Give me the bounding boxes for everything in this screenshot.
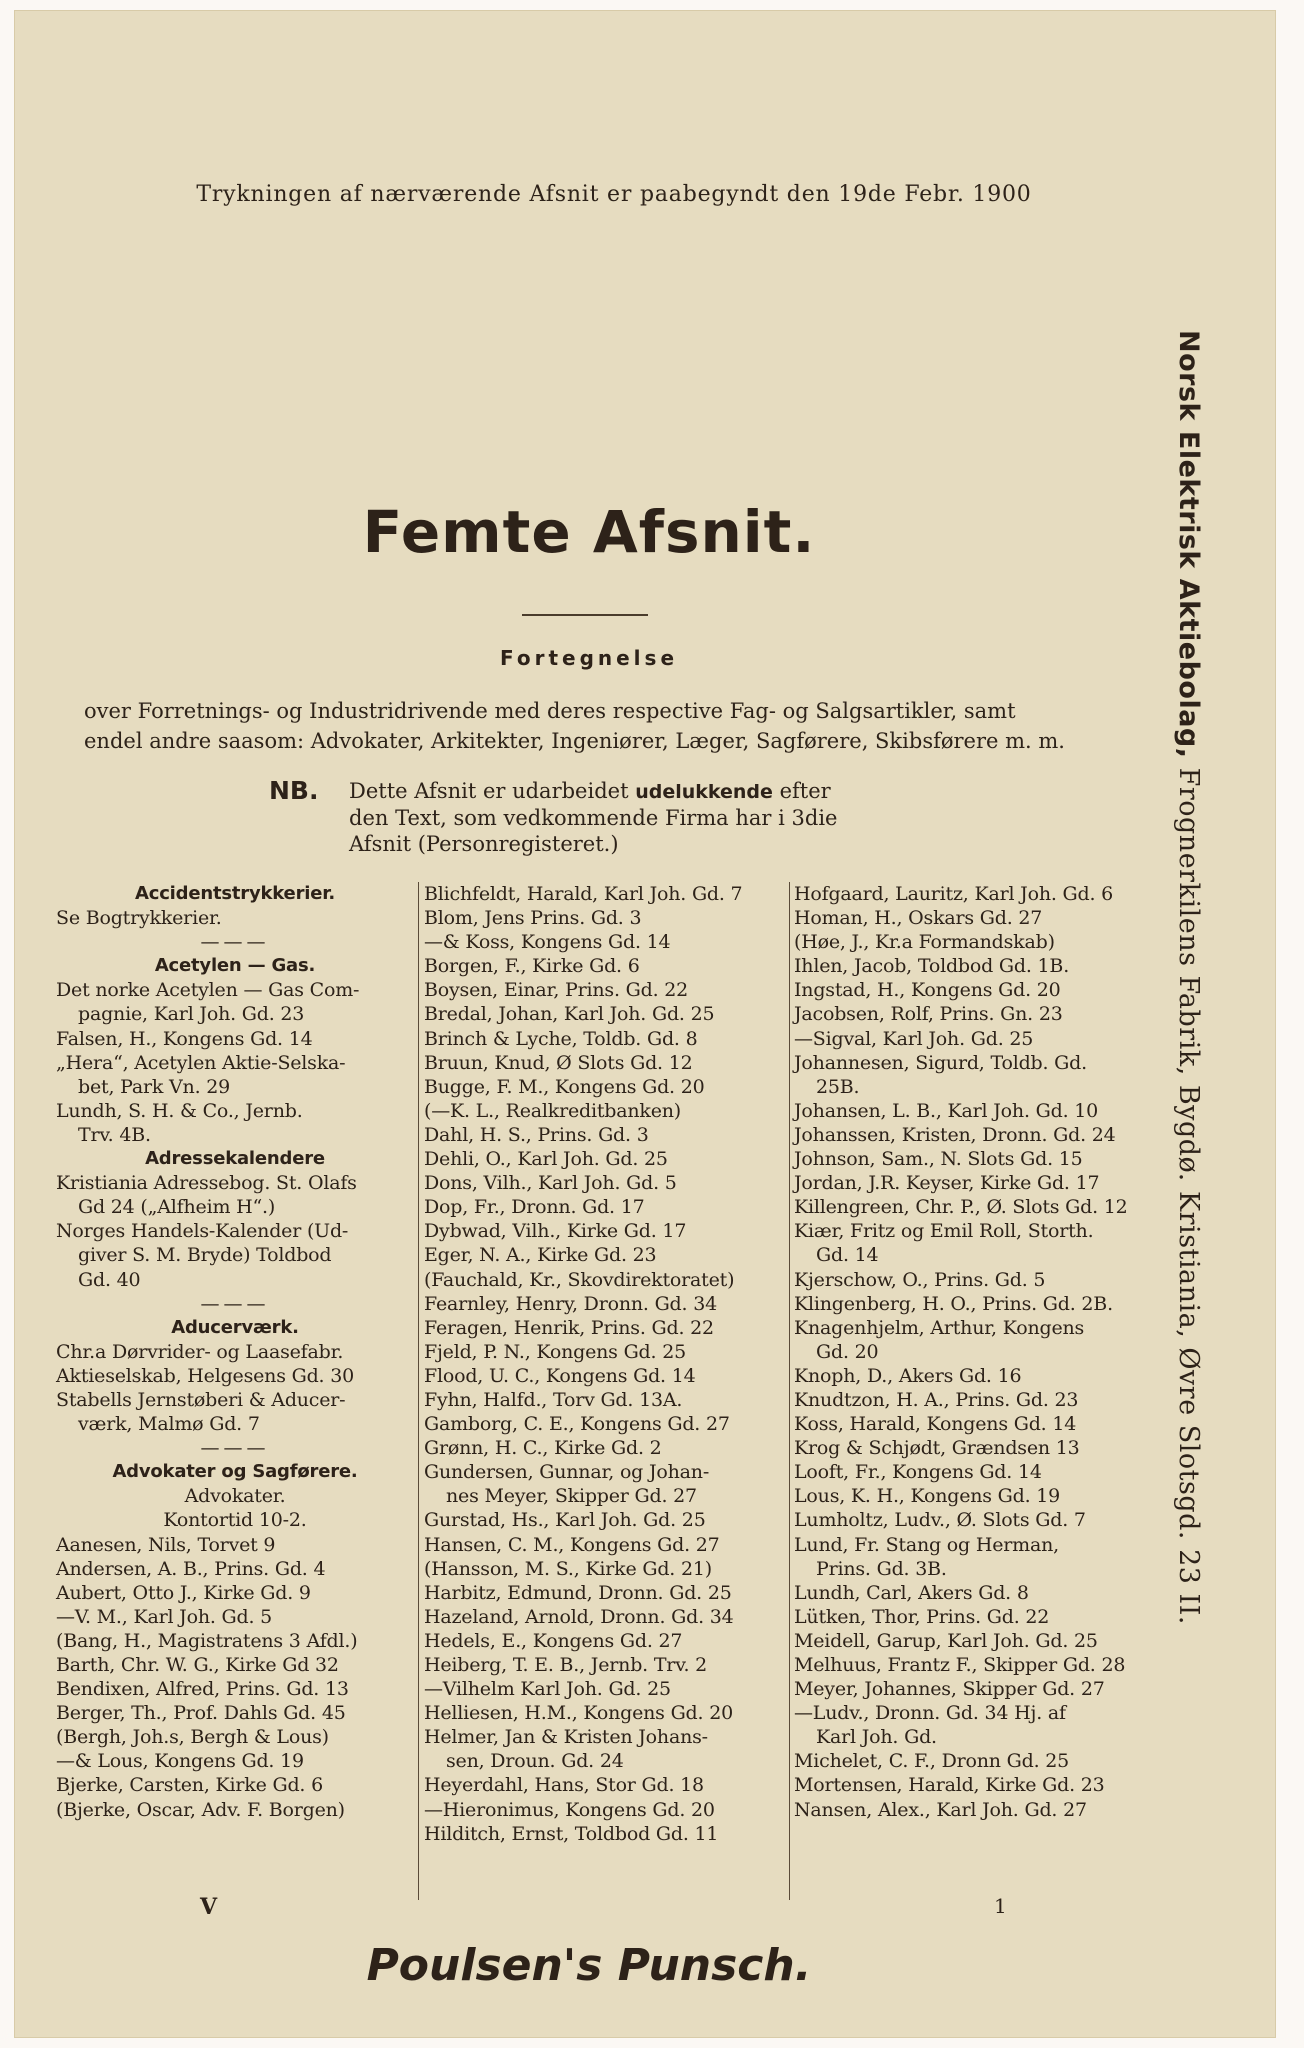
directory-entry: —& Koss, Kongens Gd. 14 [424,931,671,954]
page [14,10,1276,2038]
directory-entry: (—K. L., Realkreditbanken) [424,1099,682,1122]
directory-entry: Chr.a Dørvrider- og Laasefabr. [56,1340,344,1363]
directory-entry: Heiberg, T. E. B., Jernb. Trv. 2 [424,1654,708,1676]
directory-entry: Det norke Acetylen — Gas Com- [56,979,360,1002]
directory-entry: Gurstad, Hs., Karl Joh. Gd. 25 [424,1509,706,1532]
directory-entry: Lous, K. H., Kongens Gd. 19 [794,1485,1061,1508]
directory-entry: Hilditch, Ernst, Toldbod Gd. 11 [424,1822,719,1845]
directory-entry: Lundh, Carl, Akers Gd. 8 [794,1581,1029,1604]
directory-entry: Mortensen, Harald, Kirke Gd. 23 [794,1774,1105,1797]
directory-entry: Stabells Jernstøberi & Aducer- [56,1388,346,1411]
directory-entry-continuation: Gd 24 („Alfheim H“.) [78,1196,276,1219]
sidebar-address: Frognerkilens Fabrik, Bygdø. Kristiania, Øvre Slotsgd. 23 II. [1173,767,1204,1625]
directory-entry: —Hieronimus, Kongens Gd. 20 [424,1798,715,1821]
directory-entry: Berger, Th., Prof. Dahls Gd. 45 [56,1702,346,1725]
directory-entry: Krog & Schjødt, Grændsen 13 [794,1437,1080,1460]
directory-entry: Falsen, H., Kongens Gd. 14 [56,1027,313,1050]
directory-entry: —Vilhelm Karl Joh. Gd. 25 [424,1678,671,1701]
directory-entry: Bredal, Johan, Karl Joh. Gd. 25 [424,1003,715,1026]
directory-entry-continuation: nes Meyer, Skipper Gd. 27 [446,1485,697,1508]
directory-entry: Hofgaard, Lauritz, Karl Joh. Gd. 6 [794,883,1114,905]
category-subheading: Kontortid 10-2. [163,1509,307,1532]
directory-entry: —V. M., Karl Joh. Gd. 5 [56,1605,273,1628]
directory-entry: „Hera“, Acetylen Aktie-Selska- [56,1051,346,1074]
directory-entry: Michelet, C. F., Dronn Gd. 25 [794,1750,1070,1773]
section-subtitle: Fortegnelse [499,646,679,670]
directory-entry: Aktieselskab, Helgesens Gd. 30 [56,1364,355,1387]
directory-entry: Killengreen, Chr. P., Ø. Slots Gd. 12 [794,1196,1128,1219]
directory-entry: Lundh, S. H. & Co., Jernb. [56,1099,303,1122]
directory-entry: Looft, Fr., Kongens Gd. 14 [794,1461,1042,1484]
nb-line1-start: Dette Afsnit er udarbeidet [349,779,629,803]
intro-line: endel andre saasom: Advokater, Arkitekter, Ingeniører, Læger, Sagførere, Skibsførere m. m. [84,729,1065,753]
directory-entry: Aanesen, Nils, Torvet 9 [56,1533,276,1556]
directory-entry: Borgen, F., Kirke Gd. 6 [424,955,640,978]
directory-entry: Meidell, Garup, Karl Joh. Gd. 25 [794,1629,1098,1652]
footer-advertisement: Poulsen's Punsch. [366,1940,812,1991]
directory-entry: Bruun, Knud, Ø Slots Gd. 12 [424,1051,693,1074]
page-title: Femte Afsnit. [362,498,816,566]
directory-entry-continuation: sen, Droun. Gd. 24 [446,1750,624,1773]
directory-entry: Johannesen, Sigurd, Toldb. Gd. [794,1051,1087,1074]
nb-note [269,778,909,857]
directory-entry: Fearnley, Henry, Dronn. Gd. 34 [424,1292,717,1315]
directory-entry: Fjeld, P. N., Kongens Gd. 25 [424,1340,686,1363]
section-separator: ——— [200,1437,270,1460]
category-heading: Acetylen — Gas. [154,955,316,977]
directory-entry: Hazeland, Arnold, Dronn. Gd. 34 [424,1605,734,1628]
intro-paragraph [84,696,1144,756]
directory-entry: Andersen, A. B., Prins. Gd. 4 [56,1557,326,1580]
directory-column-1 [56,882,414,1822]
category-heading: Aducerværk. [171,1316,299,1338]
directory-entry: Johnson, Sam., N. Slots Gd. 15 [794,1148,1083,1171]
directory-entry-continuation: bet, Park Vn. 29 [78,1075,231,1098]
directory-entry: Eger, N. A., Kirke Gd. 23 [424,1244,657,1267]
title-divider [522,614,648,616]
directory-entry: Bjerke, Carsten, Kirke Gd. 6 [56,1774,323,1797]
directory-entry: —& Lous, Kongens Gd. 19 [56,1750,304,1773]
nb-text [349,778,909,857]
category-heading: Accidentstrykkerier. [135,883,335,904]
directory-entry-continuation: Karl Joh. Gd. [816,1726,937,1749]
directory-entry-continuation: Gd. 40 [78,1268,141,1291]
directory-entry: Hedels, E., Kongens Gd. 27 [424,1629,683,1652]
directory-entry: Dop, Fr., Dronn. Gd. 17 [424,1196,645,1219]
directory-entry: Gundersen, Gunnar, og Johan- [424,1461,710,1484]
directory-entry: Helliesen, H.M., Kongens Gd. 20 [424,1702,733,1725]
directory-entry: Jordan, J.R. Keyser, Kirke Gd. 17 [794,1172,1100,1195]
directory-entry-continuation: Gd. 20 [816,1340,879,1363]
directory-entry-continuation: Gd. 14 [816,1244,879,1267]
directory-entry: (Fauchald, Kr., Skovdirektoratet) [424,1268,735,1291]
directory-entry: Norges Handels-Kalender (Ud- [56,1220,349,1243]
sidebar-company: Norsk Elektrisk Aktiebolag, [1173,330,1204,759]
directory-entry-continuation: giver S. M. Bryde) Toldbod [78,1244,332,1267]
directory-entry: Kristiania Adressebog. St. Olafs [56,1172,357,1195]
sidebar-advertisement [1166,330,1216,1890]
directory-entry: Kiær, Fritz og Emil Roll, Storth. [794,1220,1094,1243]
signature-mark: V [200,1894,218,1920]
nb-mark: NB. [269,776,319,805]
directory-entry: Harbitz, Edmund, Dronn. Gd. 25 [424,1581,732,1604]
nb-line [349,778,909,805]
directory-column-3 [794,882,1164,1822]
directory-entry: (Bang, H., Magistratens 3 Afdl.) [56,1629,358,1652]
directory-entry: Dahl, H. S., Prins. Gd. 3 [424,1123,649,1146]
directory-entry: Ingstad, H., Kongens Gd. 20 [794,979,1061,1002]
directory-entry: Lund, Fr. Stang og Herman, [794,1533,1059,1556]
directory-entry: Se Bogtrykkerier. [56,907,222,930]
directory-entry: Koss, Harald, Kongens Gd. 14 [794,1413,1077,1436]
directory-entry: Knudtzon, H. A., Prins. Gd. 23 [794,1388,1079,1411]
directory-entry: —Ludv., Dronn. Gd. 34 Hj. af [794,1702,1066,1725]
directory-entry: Homan, H., Oskars Gd. 27 [794,907,1043,930]
directory-entry: Klingenberg, H. O., Prins. Gd. 2B. [794,1292,1113,1315]
directory-entry: Bugge, F. M., Kongens Gd. 20 [424,1075,705,1098]
directory-entry: Ihlen, Jacob, Toldbod Gd. 1B. [794,955,1070,978]
directory-entry: Dybwad, Vilh., Kirke Gd. 17 [424,1220,687,1243]
directory-entry: Lumholtz, Ludv., Ø. Slots Gd. 7 [794,1509,1086,1532]
directory-entry-continuation: Prins. Gd. 3B. [816,1557,947,1580]
directory-entry: Kjerschow, O., Prins. Gd. 5 [794,1268,1046,1291]
print-note: Trykningen af nærværende Afsnit er paabegyndt den 19de Febr. 1900 [196,182,1032,207]
directory-entry: Hansen, C. M., Kongens Gd. 27 [424,1533,720,1556]
nb-line: den Text, som vedkommende Firma har i 3die [349,806,838,830]
intro-line: over Forretnings- og Industridrivende med deres respective Fag- og Salgsartikler, samt [84,699,1016,723]
directory-entry-continuation: Trv. 4B. [78,1123,151,1146]
directory-entry: Dehli, O., Karl Joh. Gd. 25 [424,1148,668,1171]
category-heading: Advokater og Sagførere. [112,1461,358,1483]
directory-entry: Dons, Vilh., Karl Joh. Gd. 5 [424,1172,677,1195]
directory-entry-continuation: pagnie, Karl Joh. Gd. 23 [78,1003,305,1026]
page-number: 1 [994,1894,1007,1918]
directory-entry: Nansen, Alex., Karl Joh. Gd. 27 [794,1798,1087,1821]
directory-entry-continuation: 25B. [816,1075,860,1098]
column-divider [789,882,790,1900]
directory-entry: Bendixen, Alfred, Prins. Gd. 13 [56,1678,349,1701]
directory-entry: Brinch & Lyche, Toldb. Gd. 8 [424,1027,698,1050]
nb-line1-end: efter [779,779,831,803]
directory-entry: Heyerdahl, Hans, Stor Gd. 18 [424,1774,704,1797]
section-separator: ——— [200,931,270,954]
directory-entry: Barth, Chr. W. G., Kirke Gd 32 [56,1654,339,1676]
directory-entry: (Bergh, Joh.s, Bergh & Lous) [56,1726,329,1749]
directory-entry: Knagenhjelm, Arthur, Kongens [794,1316,1085,1339]
directory-entry: Melhuus, Frantz F., Skipper Gd. 28 [794,1654,1126,1676]
directory-entry: —Sigval, Karl Joh. Gd. 25 [794,1027,1034,1050]
directory-entry: (Hansson, M. S., Kirke Gd. 21) [424,1557,712,1580]
column-divider [418,882,419,1900]
section-separator: ——— [200,1292,270,1315]
sidebar-text [1173,330,1204,1625]
directory-entry: Johansen, L. B., Karl Joh. Gd. 10 [794,1099,1099,1122]
nb-emphasis: udelukkende [635,781,773,803]
directory-entry: Flood, U. C., Kongens Gd. 14 [424,1364,696,1387]
nb-line: Afsnit (Personregisteret.) [349,832,619,856]
directory-entry-continuation: værk, Malmø Gd. 7 [78,1413,260,1436]
directory-entry: Boysen, Einar, Prins. Gd. 22 [424,979,689,1002]
category-subheading: Advokater. [184,1485,286,1508]
directory-column-2 [424,882,792,1846]
directory-entry: Blichfeldt, Harald, Karl Joh. Gd. 7 [424,883,743,905]
directory-entry: Lütken, Thor, Prins. Gd. 22 [794,1605,1050,1628]
directory-entry: Knoph, D., Akers Gd. 16 [794,1364,1022,1387]
directory-entry: Grønn, H. C., Kirke Gd. 2 [424,1437,662,1460]
directory-entry: Helmer, Jan & Kristen Johans- [424,1726,708,1749]
directory-entry: Blom, Jens Prins. Gd. 3 [424,907,642,930]
directory-entry: Gamborg, C. E., Kongens Gd. 27 [424,1413,730,1436]
directory-entry: (Høe, J., Kr.a Formandskab) [794,931,1055,954]
directory-entry: Aubert, Otto J., Kirke Gd. 9 [56,1581,311,1604]
directory-entry: Johanssen, Kristen, Dronn. Gd. 24 [794,1123,1116,1146]
category-heading: Adressekalendere [145,1148,325,1170]
directory-entry: Jacobsen, Rolf, Prins. Gn. 23 [794,1003,1063,1026]
directory-entry: (Bjerke, Oscar, Adv. F. Borgen) [56,1798,345,1821]
directory-entry: Meyer, Johannes, Skipper Gd. 27 [794,1678,1105,1701]
directory-entry: Feragen, Henrik, Prins. Gd. 22 [424,1316,714,1339]
directory-entry: Fyhn, Halfd., Torv Gd. 13A. [424,1388,683,1411]
